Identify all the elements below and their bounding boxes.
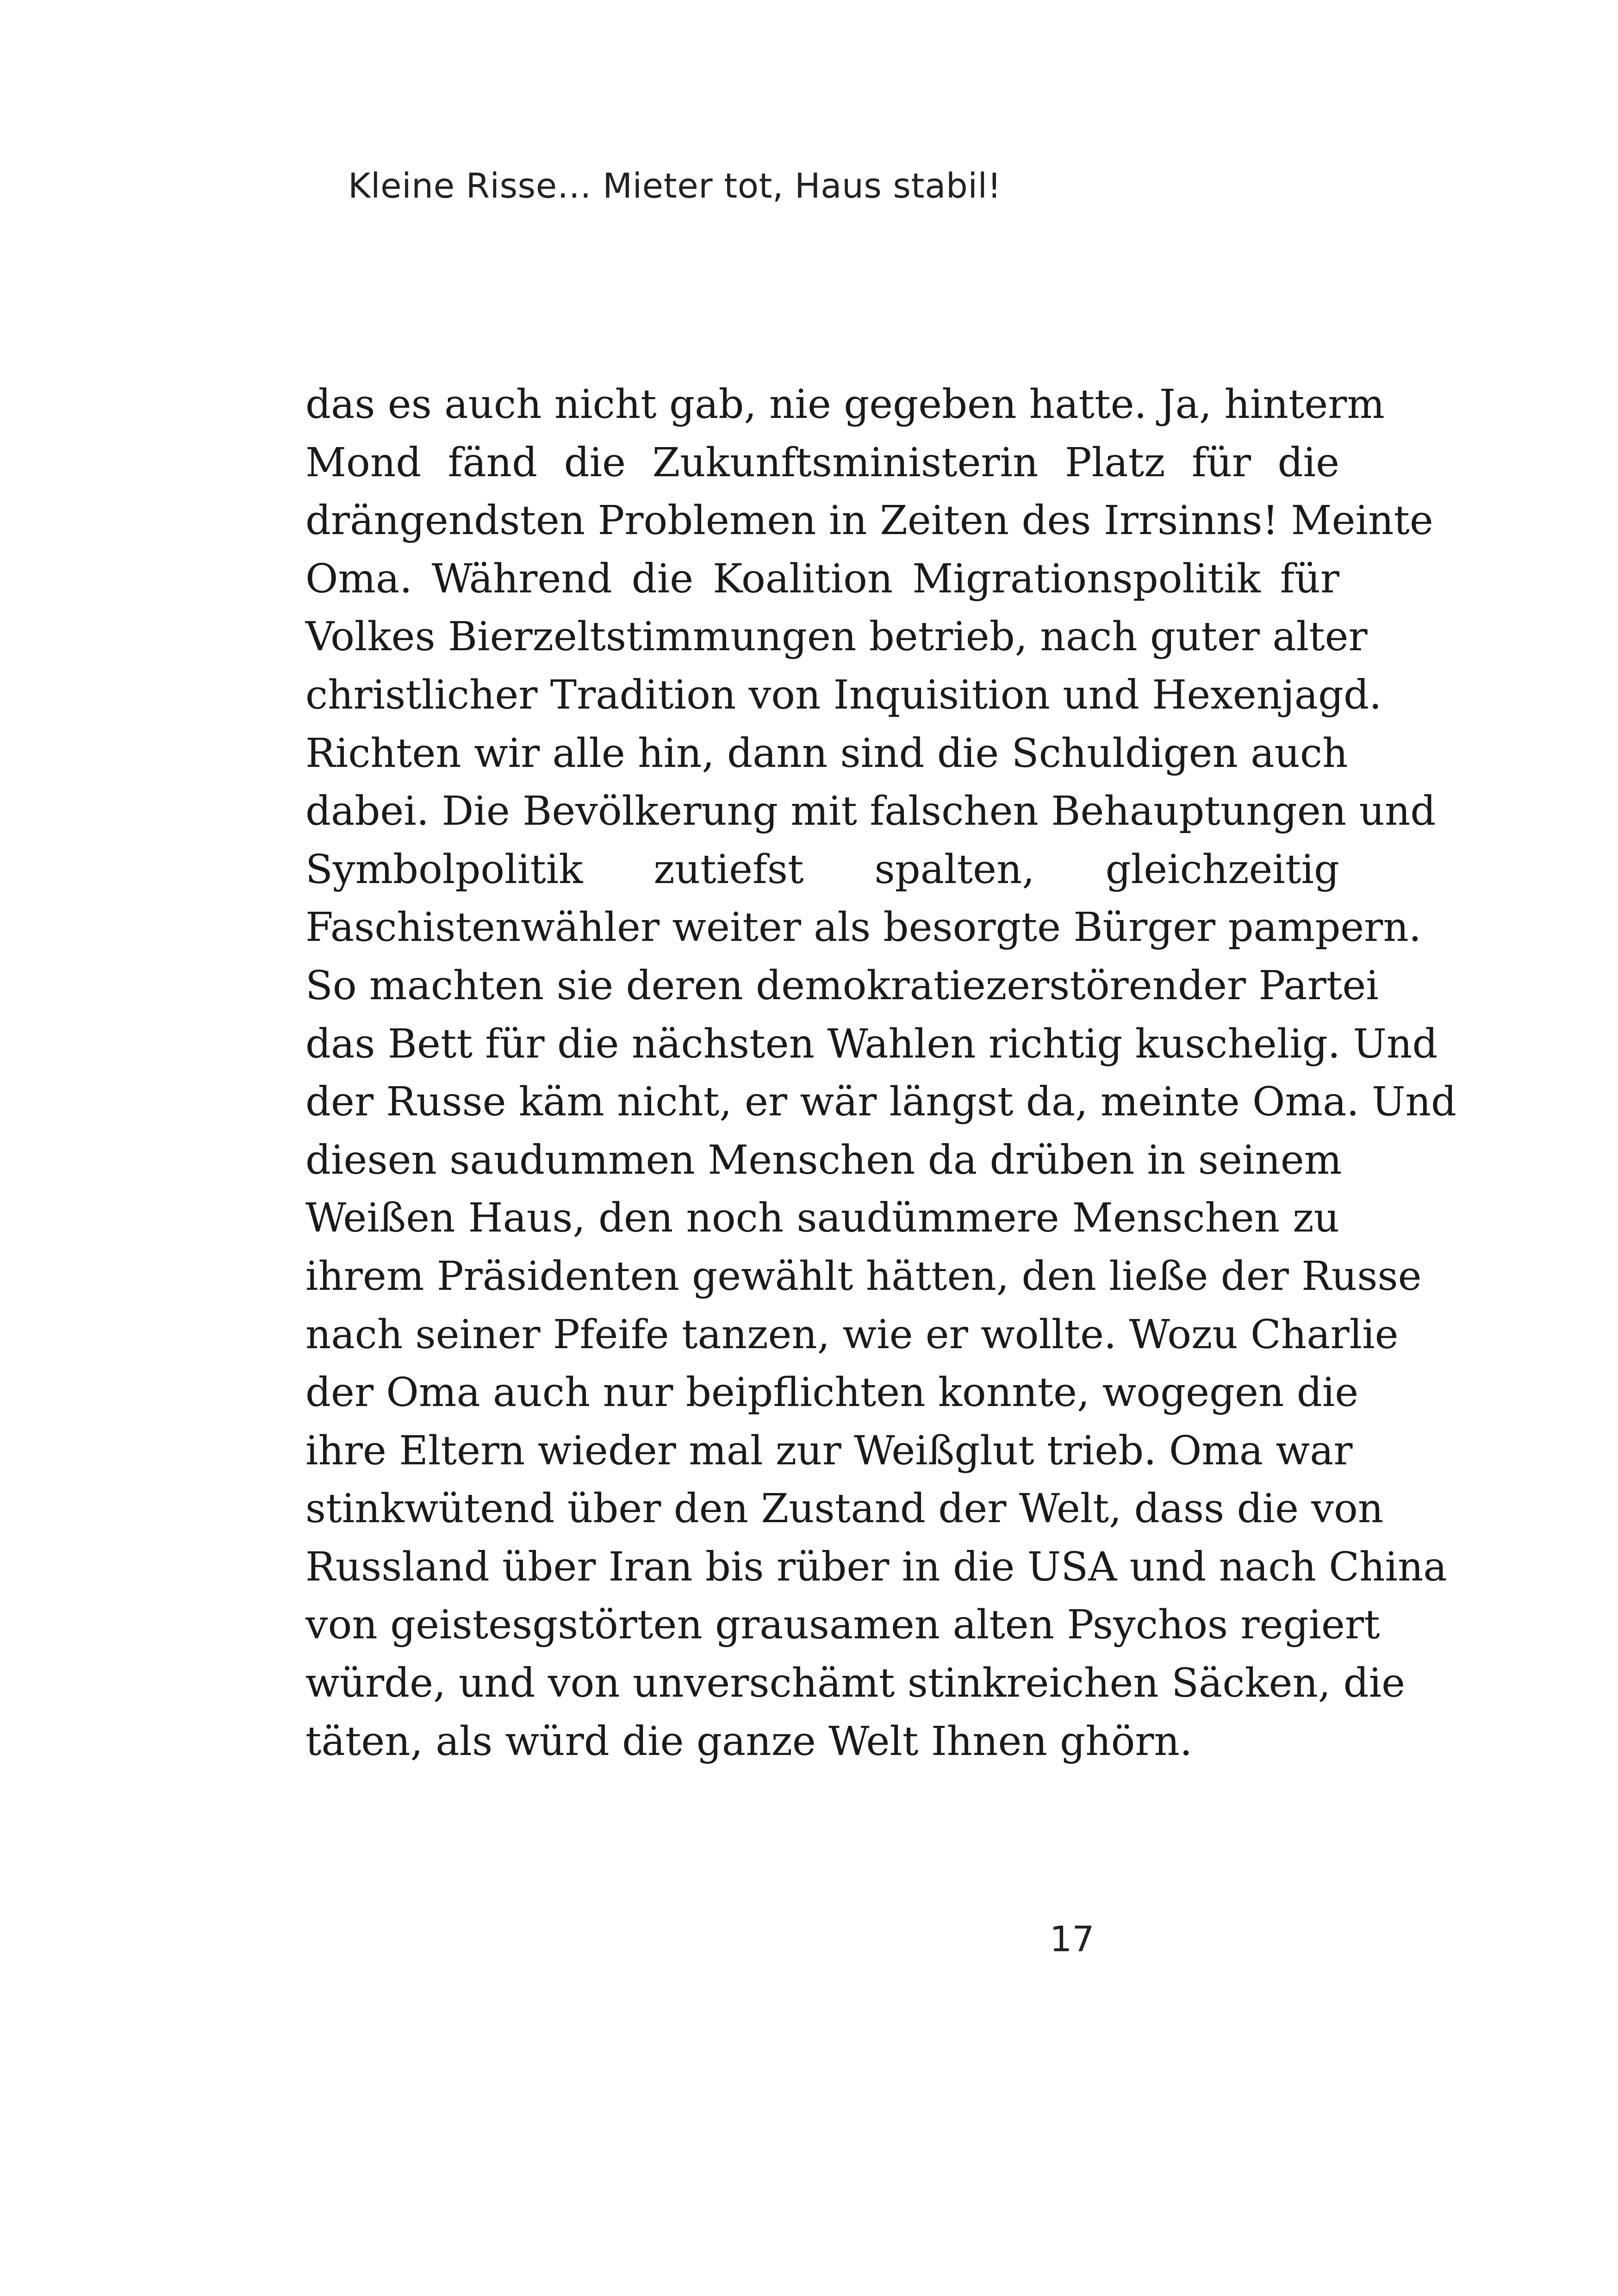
text-line: Symbolpolitik zutiefst spalten, gleichzeitig (305, 846, 1339, 893)
body-text (305, 376, 1456, 1771)
text-line: So machten sie deren demokratiezerstörender Partei (305, 962, 1379, 1009)
text-line: täten, als würd die ganze Welt Ihnen ghörn. (305, 1718, 1193, 1765)
text-line: der Russe käm nicht, er wär längst da, meinte Oma. Und (305, 1079, 1456, 1126)
text-line: Mond fänd die Zukunftsministerin Platz für die (305, 439, 1339, 486)
running-header: Kleine Risse… Mieter tot, Haus stabil! (348, 166, 1002, 206)
text-line: stinkwütend über den Zustand der Welt, dass die von (305, 1486, 1384, 1532)
text-line: Faschistenwähler weiter als besorgte Bürger pampern. (305, 904, 1422, 951)
text-line: dabei. Die Bevölkerung mit falschen Behauptungen und (305, 788, 1436, 835)
text-line: Richten wir alle hin, dann sind die Schuldigen auch (305, 730, 1348, 777)
text-line: das es auch nicht gab, nie gegeben hatte. Ja, hinterm (305, 381, 1385, 428)
text-line: das Bett für die nächsten Wahlen richtig kuschelig. Und (305, 1020, 1438, 1067)
text-line: ihrem Präsidenten gewählt hätten, den ließe der Russe (305, 1253, 1422, 1300)
text-line: christlicher Tradition von Inquisition und Hexenjagd. (305, 672, 1382, 718)
text-line: nach seiner Pfeife tanzen, wie er wollte. Wozu Charlie (305, 1311, 1399, 1358)
text-line: der Oma auch nur beipflichten konnte, wogegen die (305, 1369, 1359, 1416)
text-line: Weißen Haus, den noch saudümmere Menschen zu (305, 1195, 1339, 1242)
text-line: ihre Eltern wieder mal zur Weißglut trieb. Oma war (305, 1427, 1353, 1474)
text-line: Oma. Während die Koalition Migrationspolitik für (305, 555, 1339, 602)
text-line: von geistesgstörten grausamen alten Psychos regiert (305, 1602, 1380, 1649)
text-line: drängendsten Problemen in Zeiten des Irrsinns! Meinte (305, 498, 1433, 544)
text-line: Russland über Iran bis rüber in die USA und nach China (305, 1543, 1447, 1590)
text-line: diesen saudummen Menschen da drüben in seinem (305, 1137, 1342, 1183)
text-line: Volkes Bierzeltstimmungen betrieb, nach guter alter (305, 614, 1368, 660)
page-number: 17 (1050, 1918, 1095, 1960)
text-line: würde, und von unverschämt stinkreichen Säcken, die (305, 1660, 1406, 1707)
